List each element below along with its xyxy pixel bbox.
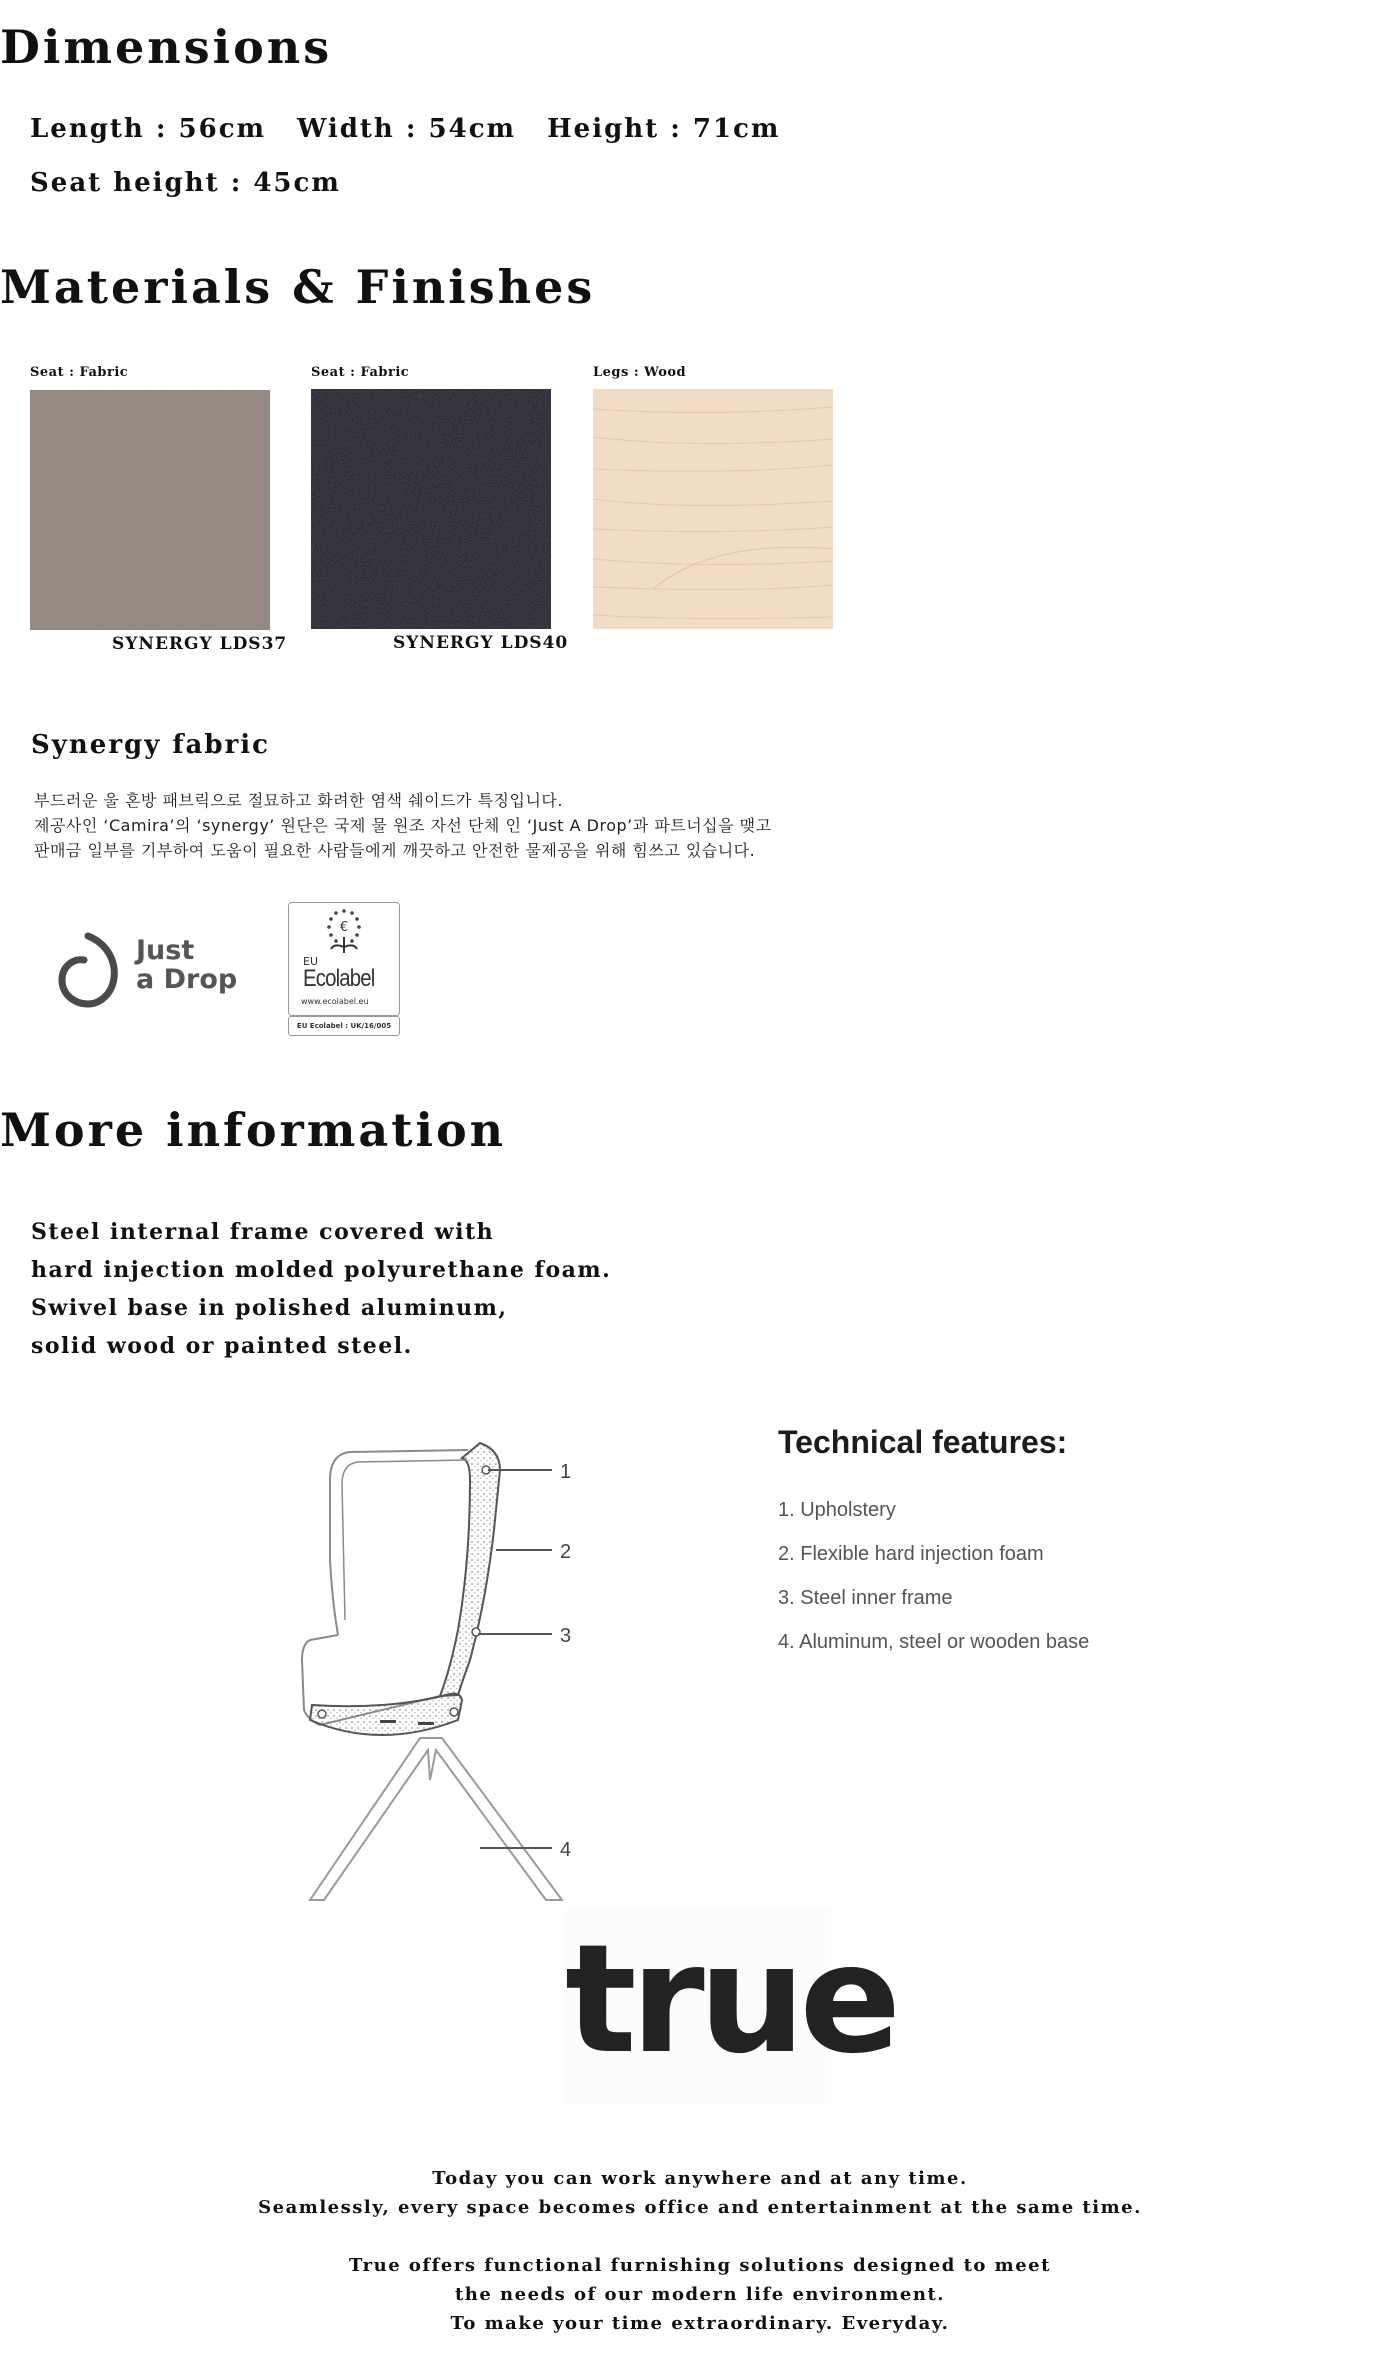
callout-4: 4 — [560, 1839, 572, 1861]
more-info-text — [31, 1213, 611, 1365]
svg-text:€: € — [339, 920, 349, 935]
callout-2: 2 — [560, 1541, 572, 1563]
footer — [0, 2164, 1400, 2338]
description-line: 제공사인 ‘Camira’의 ‘synergy’ 원단은 국제 물 원조 자선 단체 인 ‘Just A Drop’과 파트너십을 맺고 — [34, 816, 772, 835]
just-a-drop-line1: Just — [136, 935, 195, 966]
dimensions-heading: Dimensions — [0, 20, 333, 74]
ecolabel-box — [288, 902, 400, 1016]
just-a-drop-text — [136, 936, 237, 994]
ecolabel-url: www.ecolabel.eu — [301, 997, 369, 1006]
wood-texture — [593, 389, 833, 629]
callout-1: 1 — [560, 1461, 572, 1483]
footer-line: Today you can work anywhere and at any time. — [432, 2168, 968, 2189]
backrest-outline — [330, 1450, 468, 1635]
just-a-drop-logo — [58, 930, 258, 1010]
footer-line: To make your time extraordinary. Everyday. — [450, 2313, 950, 2334]
fabric-swatch-lds37[interactable] — [30, 390, 270, 630]
seat-height-value: Seat height : 45cm — [30, 168, 341, 198]
swivel-base — [310, 1738, 562, 1900]
ecolabel-name: Ecolabel — [303, 965, 375, 992]
dimensions-row — [30, 114, 800, 144]
info-line: Steel internal frame covered with — [31, 1219, 495, 1245]
info-line: Swivel base in polished aluminum, — [31, 1295, 508, 1321]
tech-item: 1. Upholstery — [778, 1499, 896, 1521]
length-value: Length : 56cm — [30, 114, 267, 144]
materials-heading: Materials & Finishes — [0, 260, 596, 314]
callout-3: 3 — [560, 1625, 572, 1647]
synergy-description — [34, 788, 772, 863]
swatch-label: Seat : Fabric — [30, 365, 129, 380]
description-line: 판매금 일부를 기부하여 도움이 필요한 사람들에게 깨끗하고 안전한 물제공을 위해 힘쓰고 있습니다. — [34, 841, 756, 860]
swatch-code: SYNERGY LDS40 — [393, 633, 569, 653]
seat-foam — [310, 1694, 462, 1735]
tech-item: 4. Aluminum, steel or wooden base — [778, 1631, 1090, 1653]
eu-flower-icon — [319, 907, 369, 955]
synergy-heading: Synergy fabric — [31, 730, 270, 760]
technical-features-list — [778, 1488, 1089, 1664]
footer-line: the needs of our modern life environment. — [454, 2284, 946, 2305]
fabric-texture-lds37 — [30, 390, 270, 630]
ecolabel-code: EU Ecolabel : UK/16/005 — [288, 1016, 400, 1036]
info-line: solid wood or painted steel. — [31, 1333, 413, 1359]
swatch-card — [311, 365, 409, 380]
footer-line: Seamlessly, every space becomes office and entertainment at the same time. — [258, 2197, 1142, 2218]
footer-line: True offers functional furnishing solutions designed to meet — [349, 2255, 1051, 2276]
swatch-label: Legs : Wood — [593, 365, 687, 380]
width-value: Width : 54cm — [297, 114, 517, 144]
eu-ecolabel-logo — [288, 902, 400, 1038]
just-a-drop-line2: a Drop — [136, 964, 238, 995]
fabric-texture-lds40 — [311, 389, 551, 629]
chair-technical-diagram — [290, 1420, 710, 1920]
brand-logo-box — [565, 1910, 896, 2104]
wood-swatch[interactable] — [593, 389, 833, 629]
more-info-heading: More information — [0, 1103, 507, 1157]
description-line: 부드러운 울 혼방 패브릭으로 절묘하고 화려한 염색 쉐이드가 특징입니다. — [34, 791, 563, 810]
backrest-foam — [440, 1443, 500, 1696]
technical-features-heading: Technical features: — [778, 1424, 1068, 1460]
swatch-card — [30, 365, 128, 380]
swatch-code: SYNERGY LDS37 — [112, 634, 288, 654]
ecolabel-eu: EU — [303, 955, 319, 968]
info-line: hard injection molded polyurethane foam. — [31, 1257, 612, 1283]
swatch-card — [593, 365, 686, 380]
swatch-label: Seat : Fabric — [311, 365, 410, 380]
tech-item: 3. Steel inner frame — [778, 1587, 953, 1609]
tech-item: 2. Flexible hard injection foam — [778, 1543, 1044, 1565]
fabric-swatch-lds40[interactable] — [311, 389, 551, 629]
true-logo: true — [565, 1913, 896, 2087]
height-value: Height : 71cm — [547, 114, 781, 144]
water-drop-icon — [58, 930, 122, 1010]
